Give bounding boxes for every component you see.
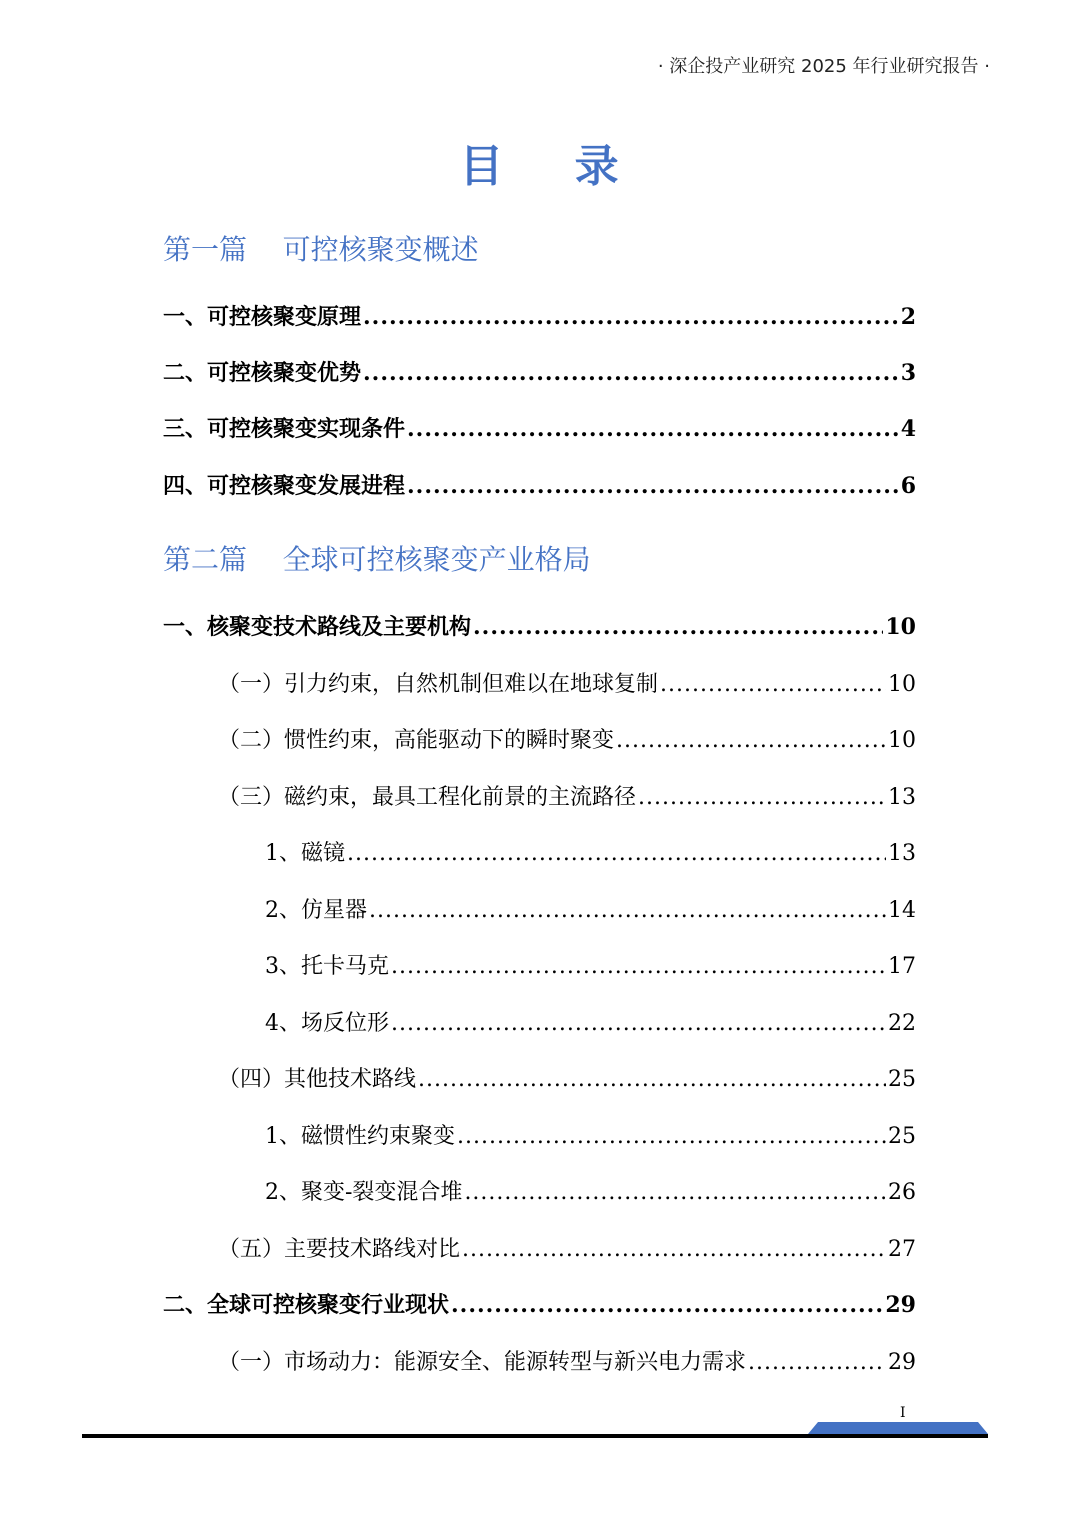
toc-entry[interactable] (163, 610, 916, 641)
toc-entry[interactable] (218, 667, 916, 698)
toc-entry-label: 1、磁镜 (265, 841, 345, 866)
toc-entry[interactable] (163, 1288, 916, 1319)
toc-entry-label: （三）磁约束，最具工程化前景的主流路径 (218, 785, 637, 810)
report-header: · 深企投产业研究 2025 年行业研究报告 · (657, 56, 990, 77)
footer-accent-tab (808, 1422, 988, 1434)
toc-dot-leader (407, 416, 899, 442)
toc-entry-label: （五）主要技术路线对比 (218, 1237, 461, 1262)
toc-entry-page: 4 (900, 416, 916, 442)
toc-entry-page: 22 (888, 1011, 916, 1036)
toc-entry[interactable] (265, 949, 916, 980)
toc-entry-page: 10 (888, 728, 916, 753)
toc-entry-page: 29 (888, 1350, 916, 1375)
toc-entry-page: 10 (888, 672, 916, 697)
toc-entry-label: （二）惯性约束，高能驱动下的瞬时聚变 (218, 728, 615, 753)
toc-entry-page: 13 (888, 841, 916, 866)
toc-entry[interactable] (265, 836, 916, 867)
toc-entry-label: 二、全球可控核聚变行业现状 (163, 1292, 450, 1318)
toc-dot-leader (660, 672, 886, 697)
toc-entry[interactable] (218, 1345, 916, 1376)
toc-part-heading[interactable]: 第一篇 可控核聚变概述 (163, 233, 479, 266)
toc-dot-leader (616, 728, 886, 753)
toc-entry-label: 四、可控核聚变发展进程 (163, 473, 406, 499)
toc-dot-leader (748, 1350, 886, 1375)
page-number: I (900, 1405, 906, 1421)
toc-dot-leader (473, 614, 883, 640)
toc-entry-page: 27 (888, 1237, 916, 1262)
toc-dot-leader (638, 785, 886, 810)
toc-entry-label: 一、核聚变技术路线及主要机构 (163, 614, 472, 640)
toc-entry-page: 26 (888, 1180, 916, 1205)
toc-entry-label: 2、聚变-裂变混合堆 (265, 1180, 463, 1205)
toc-entry-page: 17 (888, 954, 916, 979)
toc-entry-page: 10 (885, 614, 916, 640)
toc-entry-label: 2、仿星器 (265, 898, 367, 923)
toc-dot-leader (363, 360, 899, 386)
toc-entry-page: 14 (888, 898, 916, 923)
toc-dot-leader (391, 1011, 886, 1036)
toc-entry-page: 13 (888, 785, 916, 810)
toc-entry-label: （一）引力约束，自然机制但难以在地球复制 (218, 672, 659, 697)
toc-entry-label: 三、可控核聚变实现条件 (163, 416, 406, 442)
toc-entry[interactable] (218, 780, 916, 811)
toc-entry[interactable] (163, 412, 916, 443)
toc-dot-leader (407, 473, 899, 499)
toc-entry-label: 4、场反位形 (265, 1011, 389, 1036)
toc-entry-label: （一）市场动力：能源安全、能源转型与新兴电力需求 (218, 1350, 747, 1375)
toc-entry-page: 25 (888, 1124, 916, 1149)
toc-dot-leader (418, 1067, 886, 1092)
toc-entry[interactable] (218, 1062, 916, 1093)
footer-rule (82, 1434, 988, 1438)
toc-entry-label: 3、托卡马克 (265, 954, 389, 979)
toc-dot-leader (363, 304, 899, 330)
toc-entry[interactable] (265, 1175, 916, 1206)
toc-entry[interactable] (265, 1006, 916, 1037)
toc-entry[interactable] (218, 723, 916, 754)
toc-entry[interactable] (163, 356, 916, 387)
toc-part-heading[interactable]: 第二篇 全球可控核聚变产业格局 (163, 543, 591, 576)
toc-title: 目 录 (459, 141, 621, 192)
toc-entry-page: 3 (900, 360, 916, 386)
toc-entry[interactable] (163, 300, 916, 331)
toc-entry-label: 二、可控核聚变优势 (163, 360, 362, 386)
toc-entry[interactable] (265, 893, 916, 924)
toc-dot-leader (347, 841, 886, 866)
toc-dot-leader (462, 1237, 886, 1262)
toc-entry-page: 2 (900, 304, 916, 330)
toc-entry[interactable] (218, 1232, 916, 1263)
toc-dot-leader (464, 1180, 886, 1205)
toc-entry-label: 1、磁惯性约束聚变 (265, 1124, 455, 1149)
toc-entry-page: 29 (885, 1292, 916, 1318)
toc-entry-page: 6 (900, 473, 916, 499)
toc-dot-leader (457, 1124, 886, 1149)
toc-entry-label: （四）其他技术路线 (218, 1067, 417, 1092)
toc-entry-page: 25 (888, 1067, 916, 1092)
toc-dot-leader (391, 954, 886, 979)
toc-entry[interactable] (163, 469, 916, 500)
toc-entry[interactable] (265, 1119, 916, 1150)
toc-dot-leader (369, 898, 886, 923)
toc-entry-label: 一、可控核聚变原理 (163, 304, 362, 330)
toc-dot-leader (451, 1292, 883, 1318)
